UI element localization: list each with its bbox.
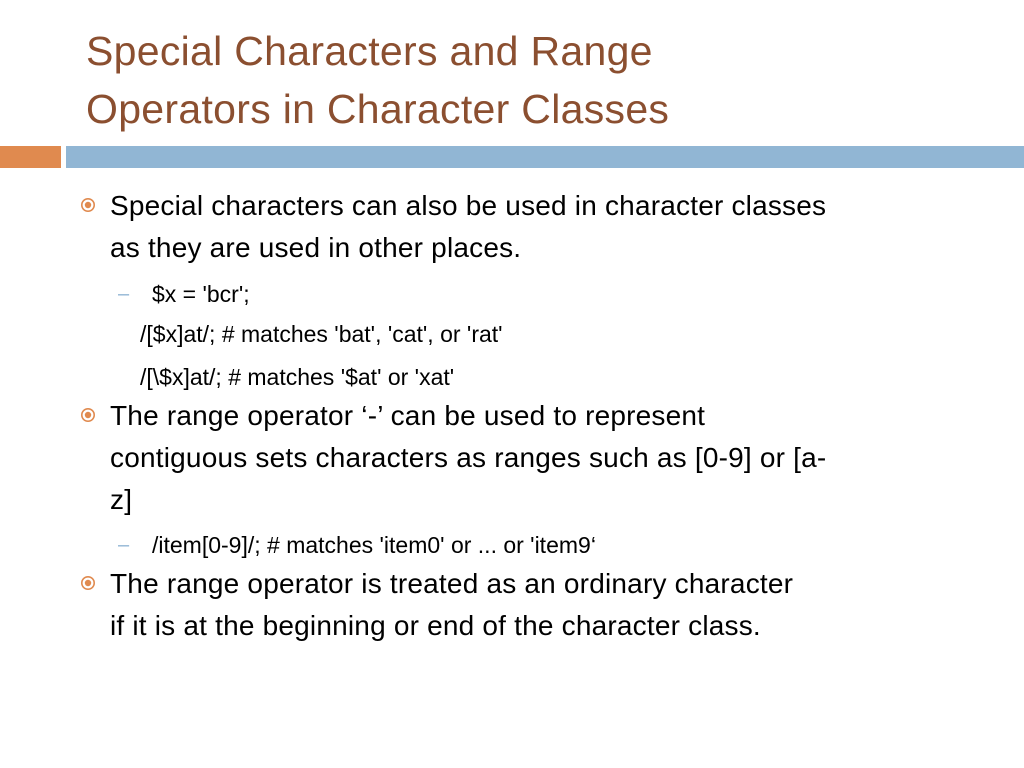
sub-item-code-2	[140, 320, 503, 348]
bullet-2-line-1: The range operator ‘-’ can be used to represent	[110, 400, 706, 431]
bullet-1-line-1: Special characters can also be used in character classes	[110, 190, 827, 221]
dash-bullet-icon: –	[118, 534, 130, 556]
code-line-1: $x = 'bcr';	[152, 281, 250, 307]
slide-title	[86, 22, 986, 138]
bullet-circle-icon	[80, 407, 96, 423]
slide-title-line-1: Special Characters and Range	[86, 28, 653, 74]
bullet-3-line-1: The range operator is treated as an ordinary character	[110, 568, 794, 599]
accent-band-blue	[66, 146, 1024, 168]
accent-band-orange	[0, 146, 61, 168]
sub-item-code-4	[118, 531, 596, 559]
bullet-2	[110, 395, 990, 521]
code-line-2: /[$x]at/; # matches 'bat', 'cat', or 'rat'	[140, 321, 503, 347]
sub-item-code-3	[140, 363, 454, 391]
bullet-1	[110, 185, 990, 269]
slide-title-line-2: Operators in Character Classes	[86, 86, 670, 132]
bullet-circle-icon	[80, 575, 96, 591]
dash-bullet-icon: –	[118, 283, 130, 305]
bullet-3	[110, 563, 990, 647]
bullet-2-line-3: z]	[110, 484, 133, 515]
code-line-4: /item[0-9]/; # matches 'item0' or ... or 'item9‘	[152, 532, 596, 558]
code-line-3: /[\$x]at/; # matches '$at' or 'xat'	[140, 364, 455, 390]
bullet-1-line-2: as they are used in other places.	[110, 232, 522, 263]
bullet-circle-icon	[80, 197, 96, 213]
sub-item-code-1	[118, 280, 250, 308]
bullet-3-line-2: if it is at the beginning or end of the character class.	[110, 610, 761, 641]
bullet-2-line-2: contiguous sets characters as ranges such as [0-9] or [a-	[110, 442, 827, 473]
